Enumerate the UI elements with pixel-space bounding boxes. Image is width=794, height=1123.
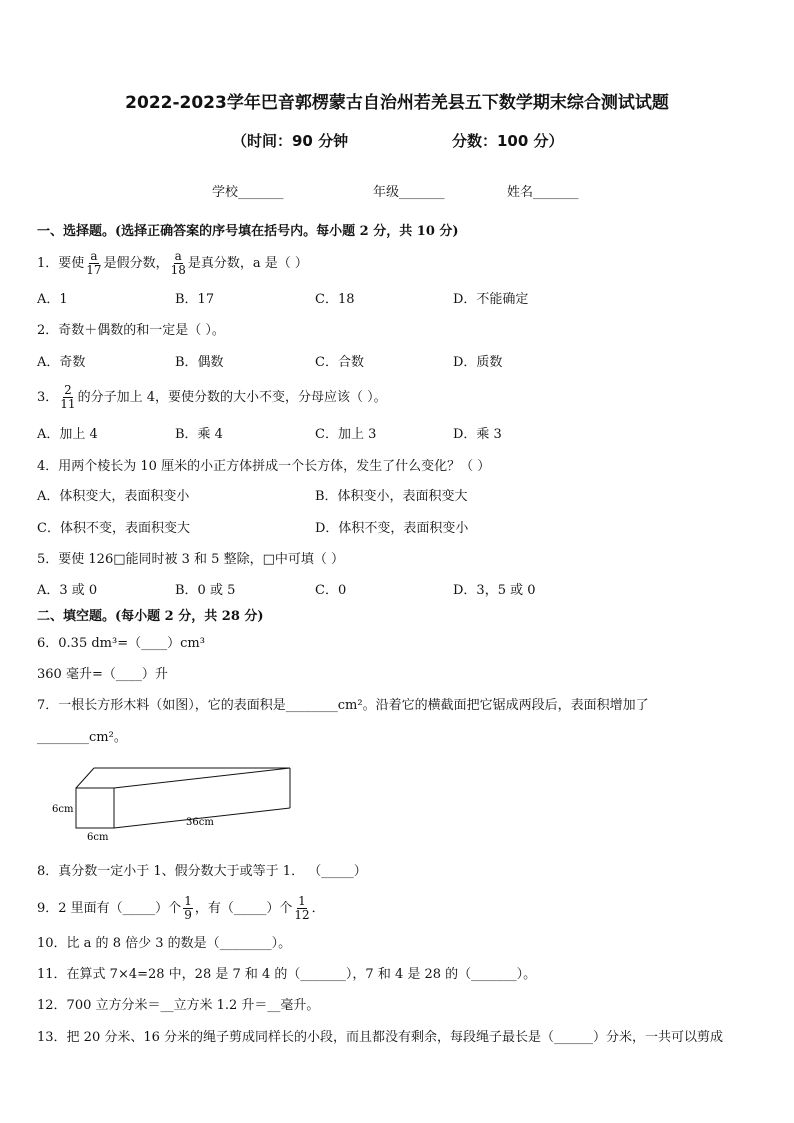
option-b[interactable]: B．乘 4 — [175, 427, 223, 442]
option-d[interactable]: D．质数 — [453, 355, 503, 370]
option-b[interactable]: B．17 — [175, 292, 215, 307]
option-d[interactable]: D．体积不变，表面积变小 — [315, 521, 469, 536]
option-c[interactable]: C．18 — [315, 292, 355, 307]
length-label: 36cm — [186, 817, 214, 828]
option-b[interactable]: B．0 或 5 — [175, 583, 236, 598]
question-text: ，有（_____）个 — [194, 901, 293, 916]
option-c[interactable]: C．合数 — [315, 355, 364, 370]
option-c[interactable]: C．0 — [315, 583, 347, 598]
prism-edge — [76, 768, 94, 788]
question-13: 13．把 20 分米、16 分米的绳子剪成同样长的小段，而且都没有剩余，每段绳子最长是（______）分米，一共可以剪成 — [37, 1030, 724, 1045]
question-text: ． — [311, 901, 325, 916]
question-7b: ________cm²。 — [37, 730, 127, 745]
question-text: 9．2 里面有（_____）个 — [37, 901, 182, 916]
fraction: $\frac{2}{11}$ — [60, 383, 76, 411]
page-title: 2022-2023学年巴音郭楞蒙古自治州若羌县五下数学期末综合测试试题 — [125, 93, 669, 113]
fraction: $\frac{a}{17}$ — [86, 249, 102, 277]
question-1 — [37, 250, 308, 277]
name-field[interactable]: 姓名_______ — [507, 185, 579, 200]
question-3 — [37, 384, 387, 411]
question-text: 1．要使 — [37, 256, 85, 271]
question-5: 5．要使 126□能同时被 3 和 5 整除，□中可填（ ） — [37, 552, 344, 567]
question-4: 4．用两个棱长为 10 厘米的小正方体拼成一个长方体，发生了什么变化？（ ） — [37, 459, 491, 474]
question-6a: 6．0.35 dm³=（____）cm³ — [37, 636, 205, 651]
exam-score: 分数：100 分） — [452, 132, 564, 150]
question-7a: 7．一根长方形木料（如图），它的表面积是________cm²。沿着它的横截面把它锯成两段后，表面积增加了 — [37, 698, 649, 713]
prism-edge — [114, 768, 290, 788]
exam-time: （时间：90 分钟 — [232, 132, 349, 150]
option-d[interactable]: D．乘 3 — [453, 427, 502, 442]
option-c[interactable]: C．加上 3 — [315, 427, 377, 442]
option-d[interactable]: D．不能确定 — [453, 292, 529, 307]
option-a[interactable]: A．加上 4 — [37, 427, 98, 442]
question-text: 是真分数，a 是（ ） — [187, 256, 308, 271]
question-8: 8．真分数一定小于 1、假分数大于或等于 1． （_____） — [37, 864, 367, 879]
school-field[interactable]: 学校_______ — [212, 185, 284, 200]
width-label: 6cm — [87, 832, 109, 843]
fraction: $\frac{1}{12}$ — [294, 894, 310, 922]
fraction: $\frac{a}{18}$ — [170, 249, 186, 277]
question-text: 的分子加上 4，要使分数的大小不变，分母应该（ ）。 — [77, 390, 387, 405]
height-label: 6cm — [52, 804, 74, 815]
question-2: 2．奇数＋偶数的和一定是（ ）。 — [37, 323, 225, 338]
option-a[interactable]: A．1 — [37, 292, 68, 307]
question-6b: 360 毫升=（____）升 — [37, 667, 168, 682]
question-text: 3． — [37, 390, 59, 405]
option-a[interactable]: A．3 或 0 — [37, 583, 98, 598]
option-c[interactable]: C．体积不变，表面积变大 — [37, 521, 190, 536]
option-b[interactable]: B．偶数 — [175, 355, 224, 370]
question-10: 10．比 a 的 8 倍少 3 的数是（________）。 — [37, 936, 292, 951]
option-d[interactable]: D．3，5 或 0 — [453, 583, 536, 598]
prism-front-face — [76, 788, 114, 828]
question-11: 11．在算式 7×4=28 中，28 是 7 和 4 的（_______），7 和 4 是 28 的（_______）。 — [37, 967, 537, 982]
option-a[interactable]: A．奇数 — [37, 355, 86, 370]
question-9 — [37, 895, 325, 922]
option-a[interactable]: A．体积变大，表面积变小 — [37, 489, 190, 504]
option-b[interactable]: B．体积变小，表面积变大 — [315, 489, 468, 504]
section-heading: 二、填空题。(每小题 2 分，共 28 分) — [37, 609, 264, 624]
section-heading: 一、选择题。(选择正确答案的序号填在括号内。每小题 2 分，共 10 分) — [37, 224, 459, 239]
question-text: 是假分数， — [103, 256, 169, 271]
prism-figure — [40, 760, 310, 845]
grade-field[interactable]: 年级_______ — [373, 185, 445, 200]
fraction: $\frac{1}{9}$ — [184, 894, 192, 922]
question-12: 12．700 立方分米＝__立方米 1.2 升＝__毫升。 — [37, 998, 320, 1013]
